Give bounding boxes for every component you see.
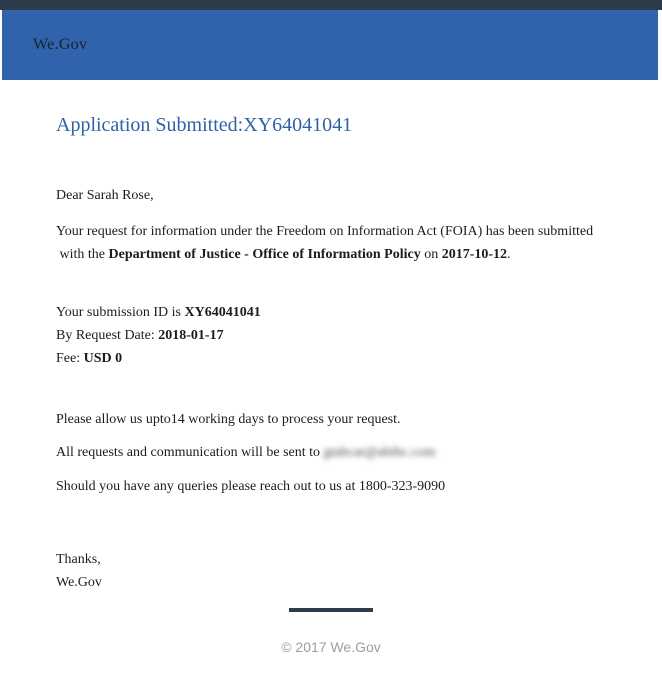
request-date-row <box>56 324 652 347</box>
redacted-email: gtabcar@abibc.com <box>323 445 436 460</box>
brand-header <box>2 10 658 80</box>
intro-line2-prefix: with the <box>56 247 109 262</box>
fee-row <box>56 347 652 370</box>
top-accent-bar <box>0 0 662 10</box>
queries-note: Should you have any queries please reach out to us at 1800-323-9090 <box>56 479 446 494</box>
page-title: Application Submitted:XY64041041 <box>56 114 353 136</box>
communication-prefix: All requests and communication will be sent to <box>56 445 324 460</box>
submission-id-row <box>56 301 652 324</box>
submitted-date: 2017-10-12 <box>441 247 508 262</box>
intro-line2-on: on <box>420 247 442 262</box>
processing-note: Please allow us upto14 working days to process your request. <box>56 412 401 427</box>
signature-divider <box>289 608 373 612</box>
fee-label: Fee: <box>56 351 84 366</box>
email-body <box>0 111 662 594</box>
request-details <box>56 301 652 370</box>
submission-id-label: Your submission ID is <box>56 305 185 320</box>
signoff-block <box>56 548 652 594</box>
submission-id-value: XY64041041 <box>184 305 261 320</box>
copyright-text: © 2017 We.Gov <box>281 639 381 655</box>
request-date-value: 2018-01-17 <box>158 328 224 343</box>
agency-name: Department of Justice - Office of Information Policy <box>108 247 421 262</box>
signoff-name: We.Gov <box>56 575 102 590</box>
signoff-thanks: Thanks, <box>56 552 101 567</box>
greeting-text: Dear Sarah Rose, <box>56 188 154 203</box>
communication-note <box>56 441 652 464</box>
intro-line1: Your request for information under the Freedom on Information Act (FOIA) has been submitted <box>56 224 594 239</box>
request-date-label: By Request Date: <box>56 328 159 343</box>
intro-paragraph <box>56 220 652 266</box>
brand-logo-text: We.Gov <box>33 36 88 53</box>
intro-line2-period: . <box>507 247 511 262</box>
fee-value: USD 0 <box>83 351 123 366</box>
